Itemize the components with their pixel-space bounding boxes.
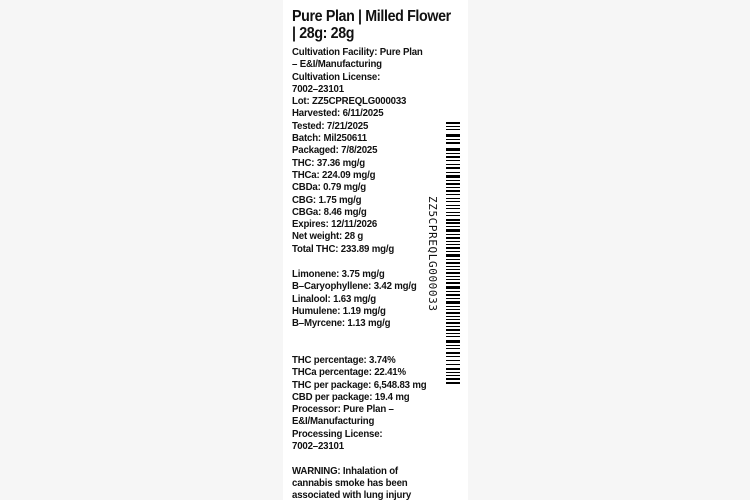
terpenes-block: [292, 268, 417, 329]
detail-line: Batch: Mil250611: [292, 132, 367, 145]
summary-line: THCa percentage: 22.41%: [292, 366, 406, 379]
summary-line: THC percentage: 3.74%: [292, 354, 396, 366]
detail-line: THCa: 224.09 mg/g: [292, 168, 376, 181]
title-line-1: Pure Plan | Milled Flower: [292, 8, 451, 25]
detail-line: 7002–23101: [292, 82, 344, 95]
detail-line: – E&I/Manufacturing: [292, 58, 382, 71]
summary-line: E&I/Manufacturing: [292, 415, 375, 428]
details-block: [292, 46, 423, 255]
terpene-line: B–Caryophyllene: 3.42 mg/g: [292, 280, 417, 293]
summary-line: associated with lung injury: [292, 489, 412, 500]
detail-line: Total THC: 233.89 mg/g: [292, 242, 395, 255]
detail-line: CBG: 1.75 mg/g: [292, 193, 362, 206]
summary-line: cannabis smoke has been: [292, 476, 408, 489]
detail-line: Cultivation Facility: Pure Plan: [292, 46, 423, 58]
summary-line: 7002–23101: [292, 440, 344, 453]
detail-line: Cultivation License:: [292, 70, 381, 83]
barcode-number-text: ZZ5CPREQLG000033: [426, 196, 439, 312]
terpene-line: Limonene: 3.75 mg/g: [292, 268, 385, 280]
detail-line: Expires: 12/11/2026: [292, 218, 378, 231]
detail-line: Tested: 7/21/2025: [292, 119, 369, 132]
detail-line: Lot: ZZ5CPREQLG000033: [292, 95, 407, 108]
summary-line: WARNING: Inhalation of: [292, 464, 398, 477]
summary-line: Processor: Pure Plan –: [292, 403, 394, 416]
terpene-line: B–Myrcene: 1.13 mg/g: [292, 317, 391, 330]
summary-line: Processing License:: [292, 427, 383, 440]
product-title: [292, 8, 453, 42]
detail-line: Net weight: 28 g: [292, 230, 364, 243]
detail-line: CBGa: 8.46 mg/g: [292, 205, 367, 218]
terpene-line: Linalool: 1.63 mg/g: [292, 292, 376, 305]
summary-block: [292, 354, 426, 500]
summary-line: [292, 452, 426, 464]
detail-line: Packaged: 7/8/2025: [292, 144, 378, 157]
barcode-icon: [446, 122, 460, 384]
detail-line: CBDa: 0.79 mg/g: [292, 181, 367, 194]
detail-line: Harvested: 6/11/2025: [292, 107, 384, 120]
product-label: [283, 0, 468, 500]
summary-line: THC per package: 6,548.83 mg: [292, 378, 427, 391]
summary-line: CBD per package: 19.4 mg: [292, 390, 410, 403]
title-line-2: | 28g: 28g: [292, 25, 355, 42]
terpene-line: Humulene: 1.19 mg/g: [292, 304, 386, 317]
detail-line: THC: 37.36 mg/g: [292, 156, 365, 169]
